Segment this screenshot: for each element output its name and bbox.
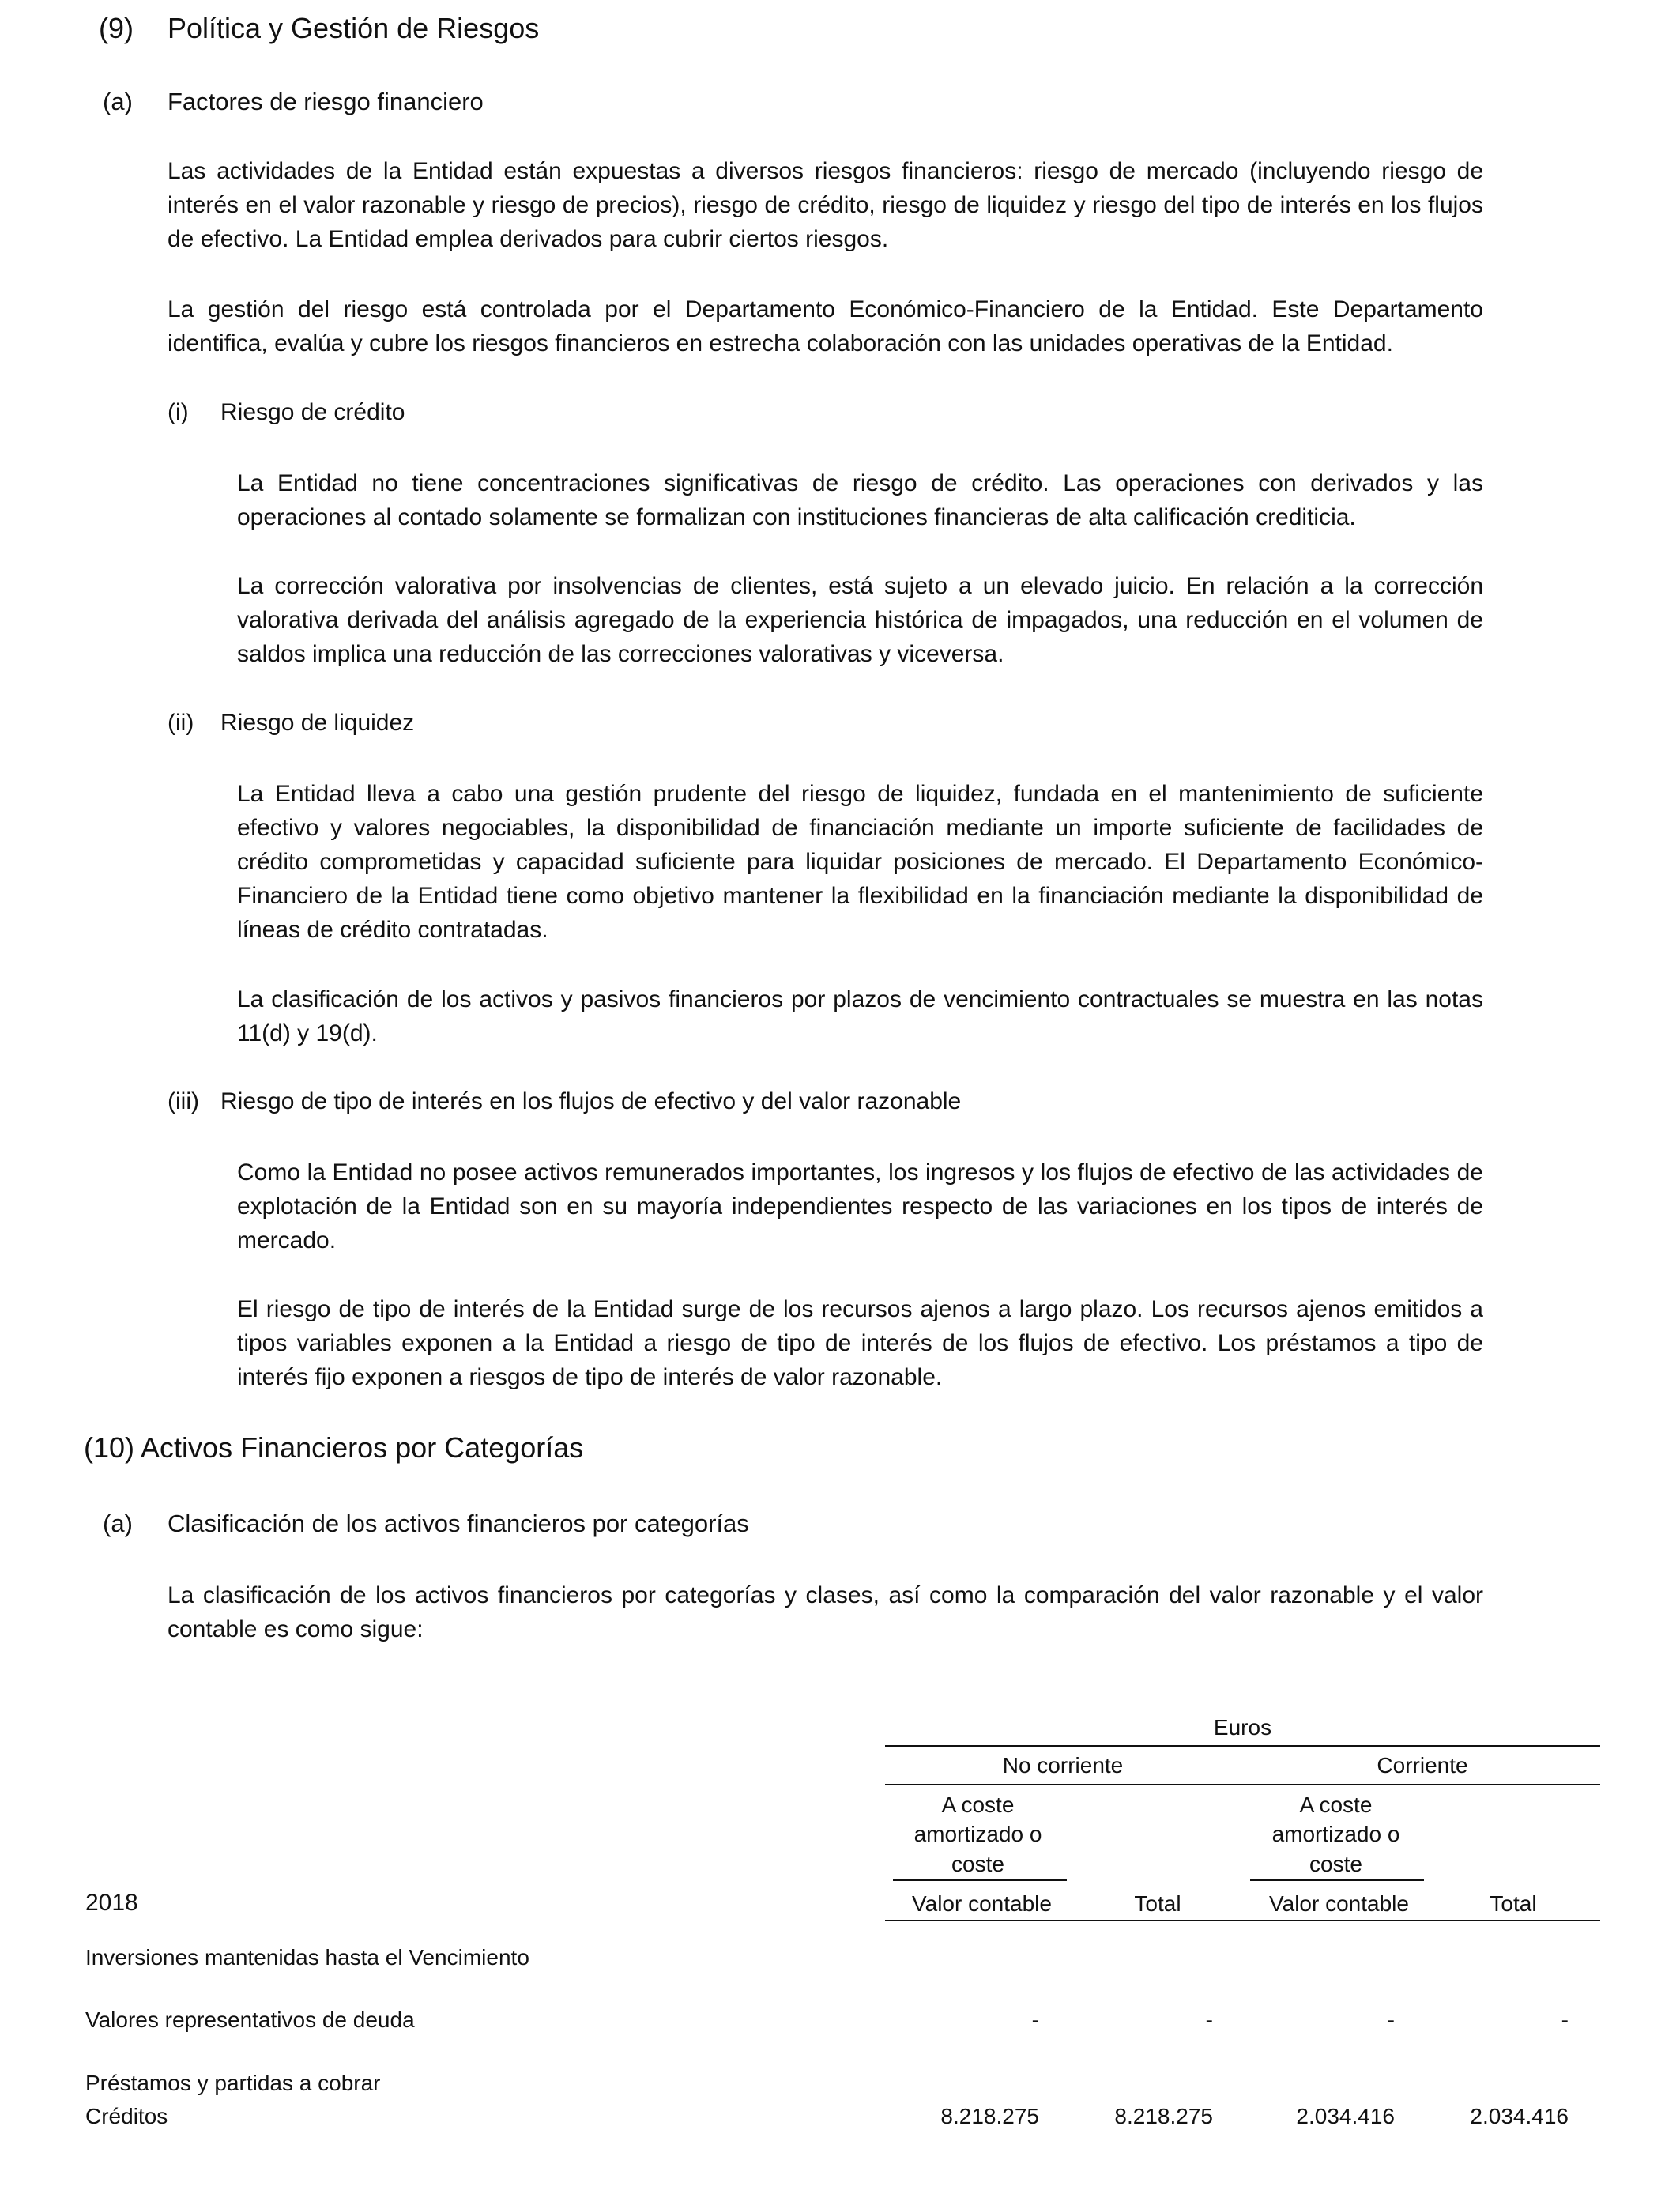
subsection-label: (a)	[103, 1510, 133, 1537]
table-cell: 2.034.416	[1296, 2104, 1395, 2128]
header-rule	[885, 1745, 1600, 1747]
item-title: Riesgo de crédito	[220, 399, 405, 425]
header-rule	[885, 1920, 1600, 1921]
table-cell: 8.218.275	[940, 2104, 1039, 2128]
paragraph: La gestión del riesgo está controlada por el Departamento Económico-Financiero de la Entidad. Este Departamento identifica, evalúa y cubre los riesgos financieros en estrecha colaboración con las unidades operativas de la Entidad.	[168, 296, 1483, 356]
paragraph: La clasificación de los activos financieros por categorías y clases, así como la comparación del valor razonable y el valor contable es como sigue:	[168, 1582, 1483, 1642]
table-year: 2018	[85, 1890, 138, 1916]
col-header-total: Total	[1134, 1891, 1181, 1916]
table-cell: 8.218.275	[1114, 2104, 1213, 2128]
group-header-no-corriente: No corriente	[1002, 1753, 1124, 1777]
col-header-total: Total	[1490, 1891, 1537, 1916]
col-subheader-line: coste	[951, 1852, 1004, 1876]
paragraph: Las actividades de la Entidad están expuestas a diversos riesgos financieros: riesgo de mercado (incluyendo riesgo de interés en el valor razonable y riesgo de precios), riesgo de crédito, riesgo de liquidez y riesgo del tipo de interés en los flujos de efectivo. La Entidad emplea derivados para cubrir ciertos riesgos.	[168, 158, 1483, 252]
col-subheader-line: A coste	[941, 1793, 1015, 1817]
item-label: (iii)	[168, 1088, 199, 1114]
item-title: Riesgo de liquidez	[220, 710, 415, 736]
section-title: Política y Gestión de Riesgos	[168, 12, 540, 44]
paragraph: La Entidad no tiene concentraciones significativas de riesgo de crédito. Las operaciones con derivados y las operaciones al contado solamente se formalizan con instituciones financieras de alta calificación crediticia.	[237, 470, 1483, 530]
subsection-label: (a)	[103, 88, 133, 115]
table-cell: 2.034.416	[1470, 2104, 1569, 2128]
item-label: (i)	[168, 399, 189, 425]
subheader-rule	[893, 1879, 1067, 1881]
table-row-label: Valores representativos de deuda	[85, 2007, 415, 2032]
col-header-valor-contable: Valor contable	[912, 1891, 1052, 1916]
paragraph: La corrección valorativa por insolvencias de clientes, está sujeto a un elevado juicio. En relación a la corrección valorativa derivada del análisis agregado de la experiencia histórica de impagados, una reducción en el volumen de saldos implica una reducción de las correcciones valorativas y viceversa.	[237, 573, 1483, 667]
currency-header: Euros	[1213, 1715, 1272, 1740]
paragraph: La clasificación de los activos y pasivos financieros por plazos de vencimiento contractuales se muestra en las notas 11(d) y 19(d).	[237, 986, 1483, 1046]
subsection-title: Factores de riesgo financiero	[168, 88, 484, 115]
col-subheader-line: coste	[1309, 1852, 1362, 1876]
header-rule	[885, 1784, 1600, 1785]
item-label: (ii)	[168, 710, 194, 736]
col-subheader-line: amortizado o	[913, 1822, 1042, 1846]
paragraph: Como la Entidad no posee activos remunerados importantes, los ingresos y los flujos de efectivo de las actividades de explotación de la Entidad son en su mayoría independientes respecto de las variaciones en los tipos de interés de mercado.	[237, 1159, 1483, 1253]
table-cell: -	[1205, 2007, 1213, 2032]
table-cell: -	[1031, 2007, 1039, 2032]
table-row-label: Créditos	[85, 2104, 168, 2128]
col-header-valor-contable: Valor contable	[1269, 1891, 1409, 1916]
table-row-label: Préstamos y partidas a cobrar	[85, 2071, 381, 2095]
section-title: (10) Activos Financieros por Categorías	[84, 1431, 584, 1464]
subheader-rule	[1250, 1879, 1424, 1881]
paragraph: El riesgo de tipo de interés de la Entidad surge de los recursos ajenos a largo plazo. Los recursos ajenos emitidos a tipos variables exponen a la Entidad a riesgo de tipo de interés de los flujos de efectivo. Los préstamos a tipo de interés fijo exponen a riesgos de tipo de interés de valor razonable.	[237, 1296, 1483, 1390]
subsection-title: Clasificación de los activos financieros por categorías	[168, 1510, 749, 1537]
col-subheader-line: A coste	[1299, 1793, 1373, 1817]
table-cell: -	[1561, 2007, 1569, 2032]
table-row-label: Inversiones mantenidas hasta el Vencimiento	[85, 1945, 529, 1970]
section-number: (9)	[99, 12, 134, 44]
group-header-corriente: Corriente	[1377, 1753, 1468, 1777]
col-subheader-line: amortizado o	[1271, 1822, 1400, 1846]
paragraph: La Entidad lleva a cabo una gestión prudente del riesgo de liquidez, fundada en el mantenimiento de suficiente efectivo y valores negociables, la disponibilidad de financiación mediante un importe suficiente de facilidades de crédito comprometidas y capacidad suficiente para liquidar posiciones de mercado. El Departamento Económico-Financiero de la Entidad tiene como objetivo mantener la flexibilidad en la financiación mediante la disponibilidad de líneas de crédito contratadas.	[237, 781, 1483, 943]
item-title: Riesgo de tipo de interés en los flujos de efectivo y del valor razonable	[220, 1088, 962, 1114]
table-cell: -	[1387, 2007, 1395, 2032]
